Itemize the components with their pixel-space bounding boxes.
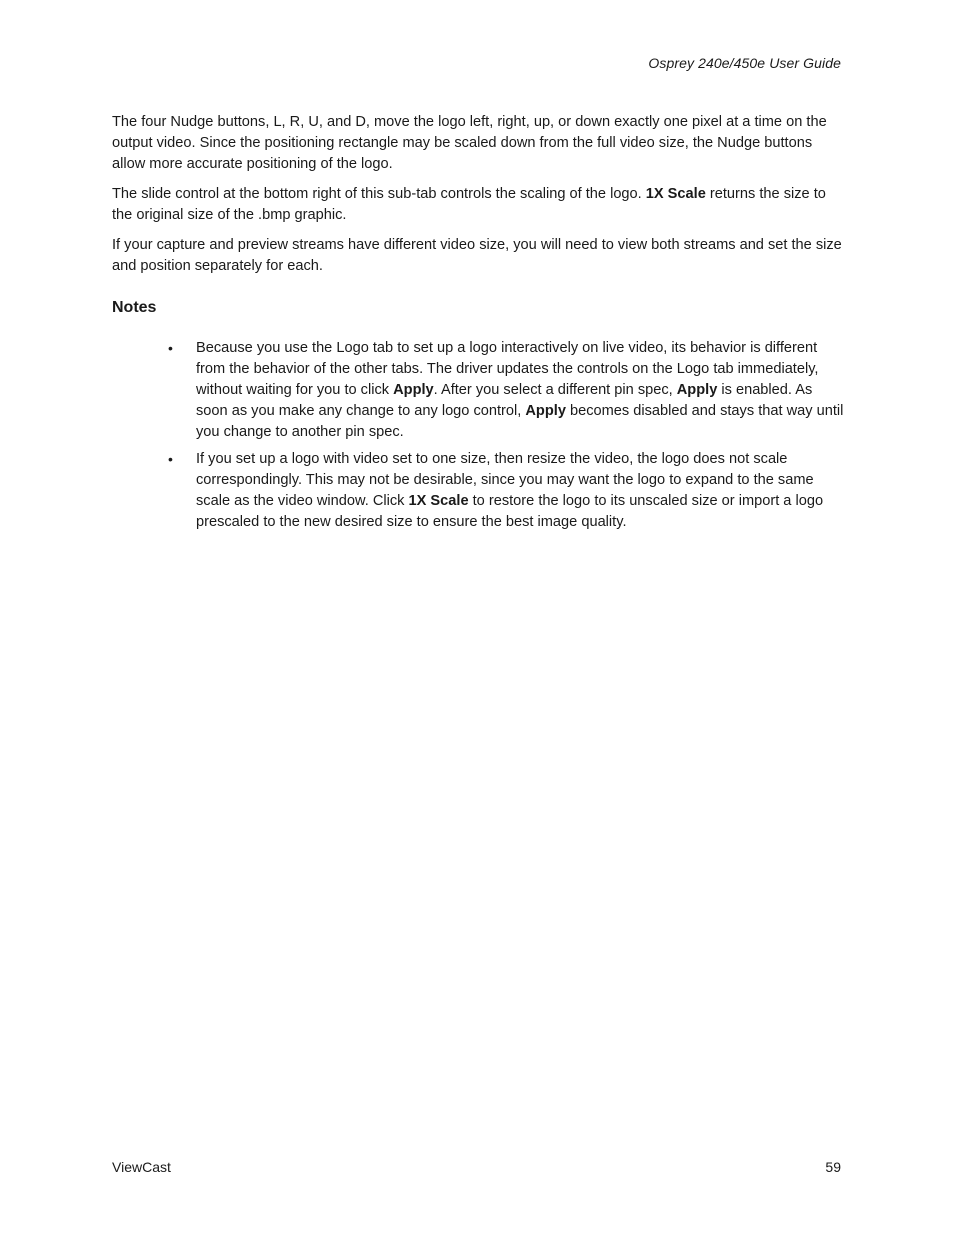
notes-list-item — [112, 449, 847, 533]
note2-text-2: to restore the logo to its unscaled size or import a logo prescaled to the new desired size to ensure the best image quality. — [196, 493, 824, 530]
bullet-icon: • — [168, 340, 173, 356]
note1-bold-apply-3: Apply — [525, 403, 566, 419]
note1-text-4: becomes disabled and stays that way until you change to another pin spec. — [196, 403, 844, 440]
paragraph-capture-preview: If your capture and preview streams have different video size, you will need to view both streams and set the size and position separately for each. — [112, 237, 842, 274]
paragraph-slide-control-bold-1x-scale: 1X Scale — [645, 186, 706, 202]
note1-bold-apply-1: Apply — [393, 382, 434, 398]
paragraph-slide-control-text-1: The slide control at the bottom right of this sub-tab controls the scaling of the logo. — [112, 186, 646, 202]
paragraph-nudge-buttons: The four Nudge buttons, L, R, U, and D, move the logo left, right, up, or down exactly one pixel at a time on the output video. Since the positioning rectangle may be scaled down from the full video size, the Nudge buttons allow more accurate positioning of the logo. — [112, 114, 827, 172]
note1-bold-apply-2: Apply — [676, 382, 718, 398]
paragraph-slide-control — [112, 184, 847, 226]
note1-text-1: Because you use the Logo tab to set up a logo interactively on live video, its behavior is different from the behavior of the other tabs. The driver updates the controls on the Logo tab immediately, without waiting for you to click — [196, 340, 819, 398]
note2-bold-1x-scale: 1X Scale — [408, 493, 469, 509]
notes-heading: Notes — [112, 299, 157, 316]
notes-list-item — [112, 338, 847, 443]
note1-text-3: is enabled. As soon as you make any change to any logo control, — [196, 382, 813, 419]
note2-text-1: If you set up a logo with video set to one size, then resize the video, the logo does not scale correspondingly. This may not be desirable, since you may want the logo to expand to the same scale as the video window. Click — [196, 451, 814, 509]
notes-list — [112, 338, 847, 533]
running-header-title: Osprey 240e/450e User Guide — [648, 55, 841, 71]
paragraph-slide-control-text-2: returns the size to the original size of the .bmp graphic. — [112, 186, 826, 223]
footer-page-number: 59 — [825, 1159, 841, 1175]
footer-company: ViewCast — [112, 1159, 171, 1175]
body-text — [112, 112, 847, 539]
bullet-icon: • — [168, 451, 173, 467]
note1-text-2: . After you select a different pin spec, — [433, 382, 677, 398]
